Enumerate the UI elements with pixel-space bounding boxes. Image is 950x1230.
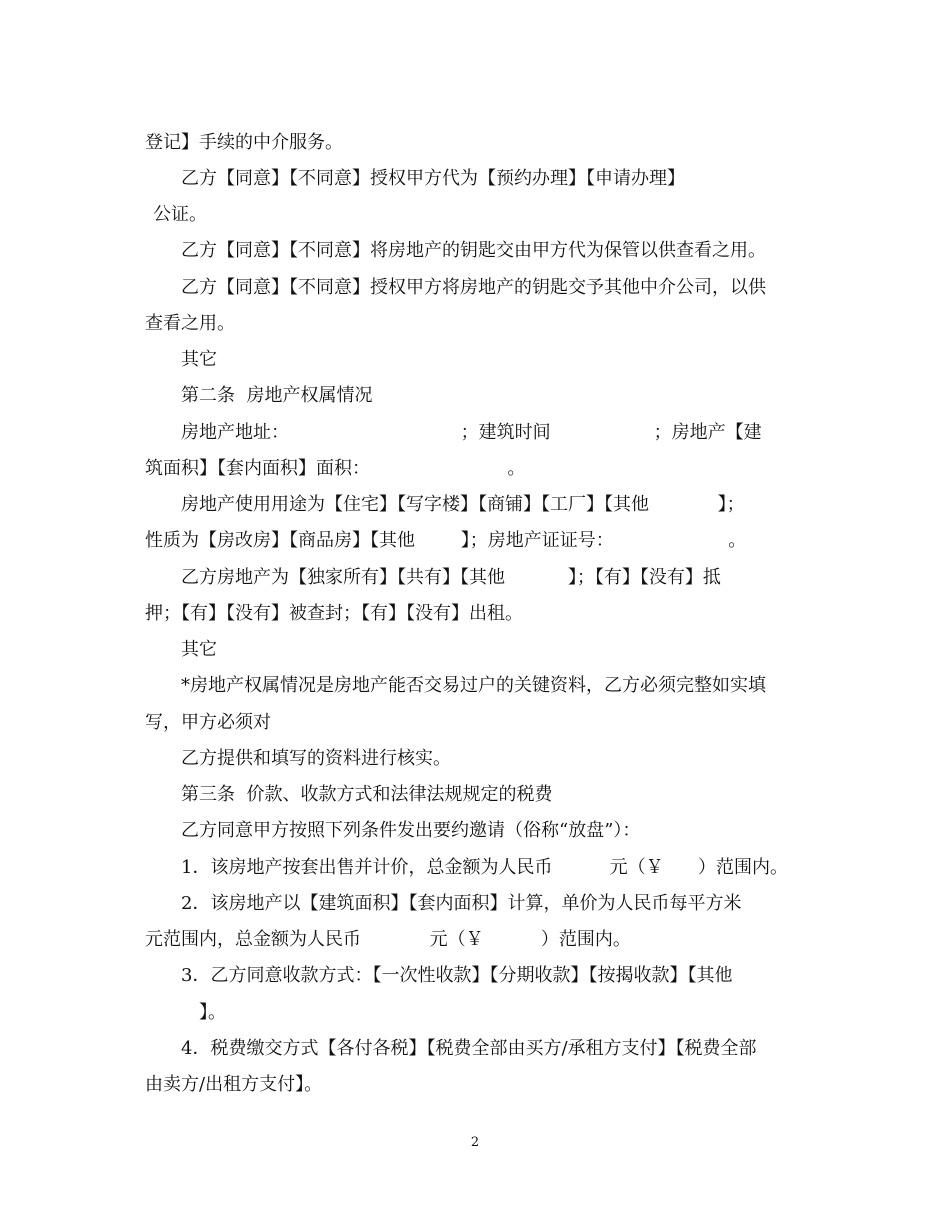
text-line: 性质为【房改房】【商品房】【其他 】；房地产证证号： 。 bbox=[145, 530, 747, 551]
text-line: 2．该房地产以【建筑面积】【套内面积】计算，单价为人民币每平方米 bbox=[181, 893, 742, 914]
text-line: 房地产地址： ；建筑时间 ；房地产【建 bbox=[181, 422, 762, 443]
section-heading: 第三条 价款、收款方式和法律法规规定的税费 bbox=[181, 784, 553, 805]
text-line: 查看之用。 bbox=[145, 313, 235, 334]
text-line: 乙方【同意】【不同意】将房地产的钥匙交由甲方代为保管以供查看之用。 bbox=[181, 240, 766, 261]
page-number: 2 bbox=[470, 1135, 480, 1150]
text-line: 押；【有】【没有】被查封；【有】【没有】出租。 bbox=[145, 603, 523, 624]
text-line: 3．乙方同意收款方式：【一次性收款】【分期收款】【按揭收款】【其他 bbox=[181, 965, 733, 986]
text-line: 】。 bbox=[199, 1002, 226, 1023]
text-line: 元范围内，总金额为人民币 元（￥ ）范围内。 bbox=[145, 929, 631, 950]
text-line: 筑面积】【套内面积】面积： 。 bbox=[145, 458, 526, 479]
text-line: 乙方【同意】【不同意】授权甲方将房地产的钥匙交予其他中介公司，以供 bbox=[181, 277, 766, 298]
text-line: 乙方同意甲方按照下列条件发出要约邀请（俗称“放盘”）： bbox=[181, 820, 641, 841]
text-line: 其它 bbox=[181, 639, 217, 660]
text-line: 乙方【同意】【不同意】授权甲方代为【预约办理】【申请办理】 bbox=[181, 168, 685, 189]
text-line: 其它 bbox=[181, 349, 217, 370]
text-line: 写，甲方必须对 bbox=[145, 712, 271, 733]
text-line: 公证。 bbox=[153, 204, 207, 225]
text-line: 1．该房地产按套出售并计价，总金额为人民币 元（￥ ）范围内。 bbox=[181, 857, 788, 878]
text-line: *房地产权属情况是房地产能否交易过户的关键资料，乙方必须完整如实填 bbox=[181, 675, 766, 696]
text-line: 乙方提供和填写的资料进行核实。 bbox=[181, 748, 451, 769]
text-line: 由卖方/出租方支付】。 bbox=[145, 1074, 323, 1095]
text-line: 登记】手续的中介服务。 bbox=[145, 132, 343, 153]
text-line: 4．税费缴交方式【各付各税】【税费全部由买方/承租方支付】【税费全部 bbox=[181, 1038, 757, 1059]
text-line: 房地产使用用途为【住宅】【写字楼】【商铺】【工厂】【其他 】； bbox=[181, 494, 745, 515]
section-heading: 第二条 房地产权属情况 bbox=[181, 385, 373, 406]
text-line: 乙方房地产为【独家所有】【共有】【其他 】；【有】【没有】抵 bbox=[181, 567, 721, 588]
